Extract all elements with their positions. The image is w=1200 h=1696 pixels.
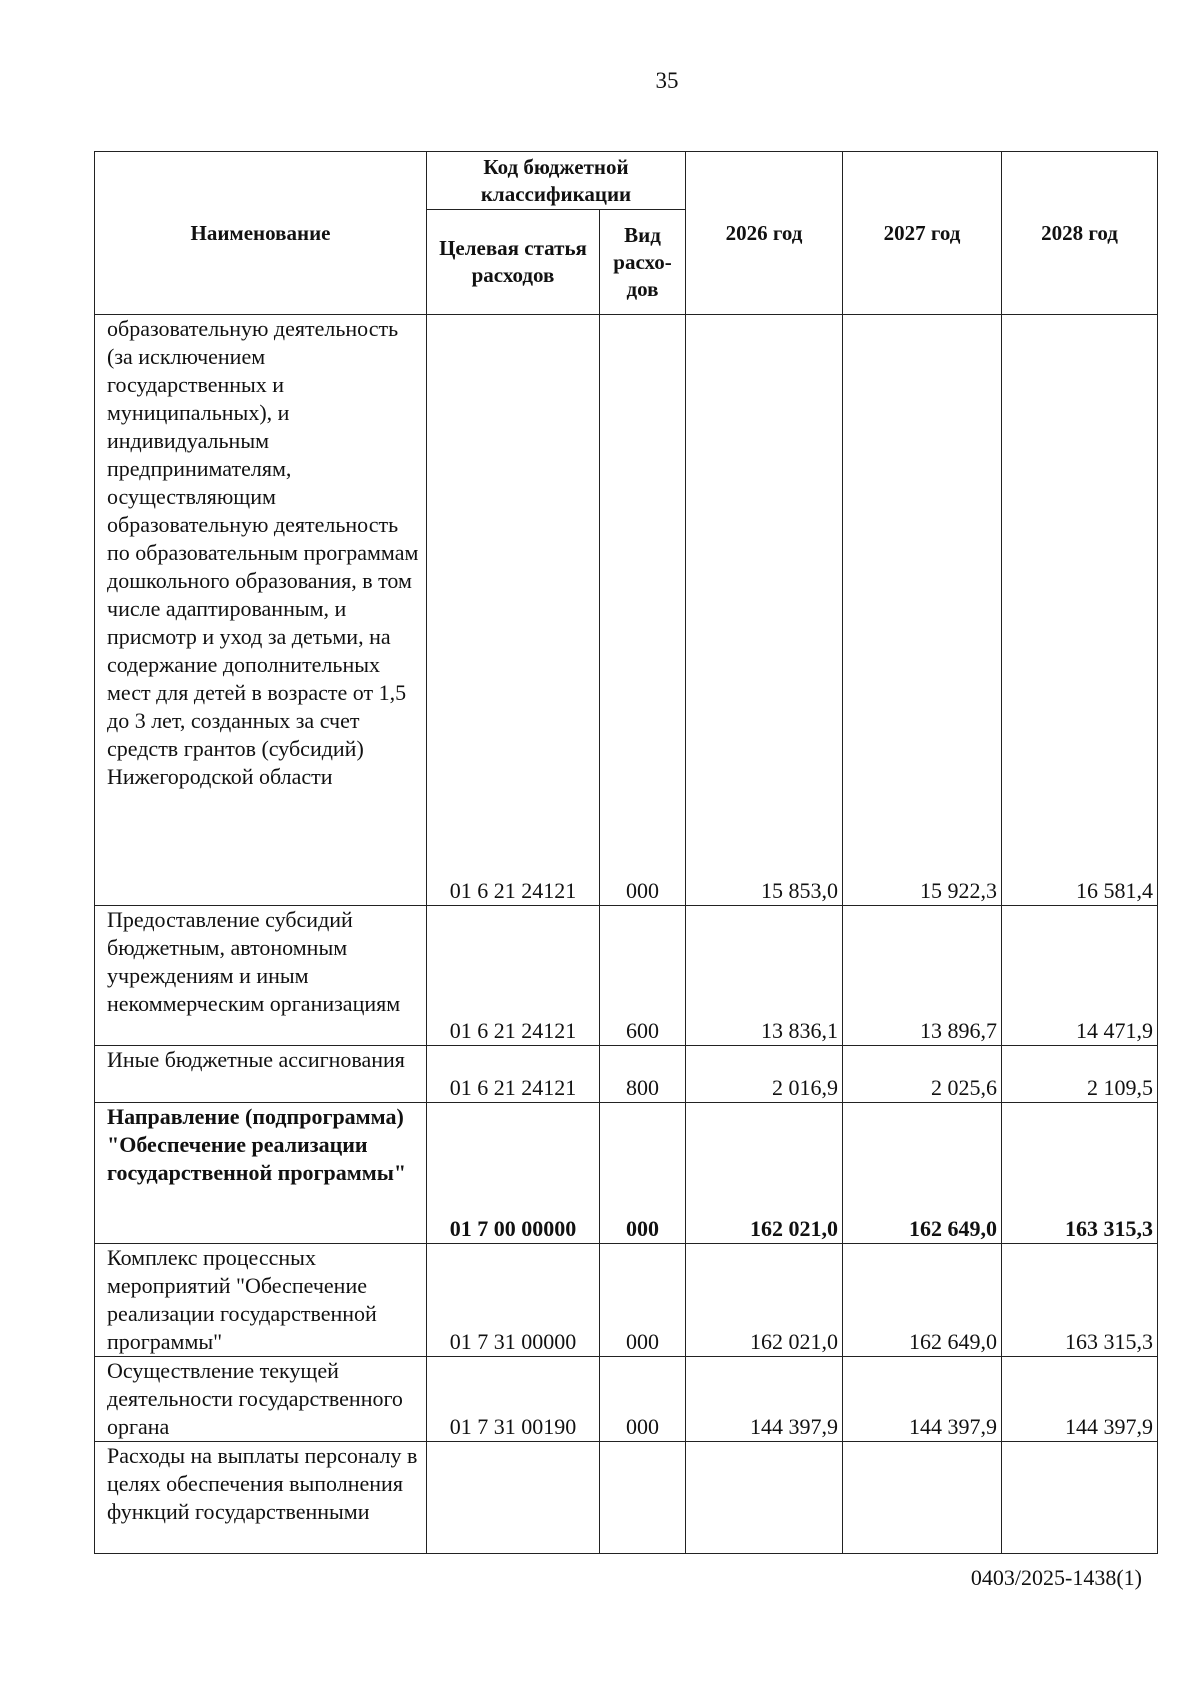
row-2027: 13 896,7	[843, 906, 1002, 1046]
header-name: Наименование	[95, 152, 427, 315]
table-row	[95, 1046, 1158, 1103]
table-row	[95, 1442, 1158, 1554]
row-target: 01 6 21 24121	[427, 1046, 600, 1103]
header-2028: 2028 год	[1002, 152, 1158, 315]
row-2026: 15 853,0	[686, 315, 843, 906]
row-target	[427, 1442, 600, 1554]
header-target-article: Целевая статья расходов	[427, 210, 600, 315]
row-2027: 144 397,9	[843, 1357, 1002, 1442]
header-expense-type: Вид расхо-дов	[600, 210, 686, 315]
row-2027: 2 025,6	[843, 1046, 1002, 1103]
row-type	[600, 1442, 686, 1554]
table-row	[95, 1244, 1158, 1357]
header-row-top	[95, 152, 1158, 210]
row-2028: 144 397,9	[1002, 1357, 1158, 1442]
row-type: 800	[600, 1046, 686, 1103]
row-type: 000	[600, 1244, 686, 1357]
row-name: образовательную деятельность (за исключением государственных и муниципальных), и индивидуальным предпринимателям, осуществляющим образовательную деятельность по образовательным программам дошкольного образования, в том числе адаптированным, и присмотр и уход за детьми, на содержание дополнительных мест для детей в возрасте от 1,5 до 3 лет, созданных за счет средств грантов (субсидий) Нижегородской области	[95, 315, 427, 906]
row-2028: 2 109,5	[1002, 1046, 1158, 1103]
row-2028: 14 471,9	[1002, 906, 1158, 1046]
row-2026	[686, 1442, 843, 1554]
row-2026: 162 021,0	[686, 1103, 843, 1244]
header-code-group: Код бюджетной классификации	[427, 152, 686, 210]
row-2028	[1002, 1442, 1158, 1554]
row-name: Комплекс процессных мероприятий "Обеспечение реализации государственной программы"	[95, 1244, 427, 1357]
document-code: 0403/2025-1438(1)	[970, 1565, 1142, 1590]
row-2026: 144 397,9	[686, 1357, 843, 1442]
table-row-bold	[95, 1103, 1158, 1244]
row-2027: 15 922,3	[843, 315, 1002, 906]
row-2027: 162 649,0	[843, 1244, 1002, 1357]
row-2026: 2 016,9	[686, 1046, 843, 1103]
page-number: 35	[655, 68, 679, 93]
row-name: Направление (подпрограмма) "Обеспечение реализации государственной программы"	[95, 1103, 427, 1244]
row-name: Предоставление субсидий бюджетным, автономным учреждениям и иным некоммерческим организациям	[95, 906, 427, 1046]
row-name: Иные бюджетные ассигнования	[95, 1046, 427, 1103]
row-2028: 163 315,3	[1002, 1244, 1158, 1357]
table-row	[95, 906, 1158, 1046]
row-name: Расходы на выплаты персоналу в целях обеспечения выполнения функций государственными	[95, 1442, 427, 1554]
table-row	[95, 315, 1158, 906]
row-target: 01 7 31 00190	[427, 1357, 600, 1442]
table-row	[95, 1357, 1158, 1442]
row-target: 01 6 21 24121	[427, 906, 600, 1046]
row-2026: 162 021,0	[686, 1244, 843, 1357]
row-type: 000	[600, 1103, 686, 1244]
row-name: Осуществление текущей деятельности государственного органа	[95, 1357, 427, 1442]
row-2027	[843, 1442, 1002, 1554]
row-type: 000	[600, 1357, 686, 1442]
row-2028: 16 581,4	[1002, 315, 1158, 906]
row-type: 600	[600, 906, 686, 1046]
row-type: 000	[600, 315, 686, 906]
header-2027: 2027 год	[843, 152, 1002, 315]
row-2028: 163 315,3	[1002, 1103, 1158, 1244]
row-target: 01 6 21 24121	[427, 315, 600, 906]
row-2026: 13 836,1	[686, 906, 843, 1046]
header-2026: 2026 год	[686, 152, 843, 315]
row-target: 01 7 00 00000	[427, 1103, 600, 1244]
budget-table	[94, 151, 1158, 1554]
row-target: 01 7 31 00000	[427, 1244, 600, 1357]
row-2027: 162 649,0	[843, 1103, 1002, 1244]
